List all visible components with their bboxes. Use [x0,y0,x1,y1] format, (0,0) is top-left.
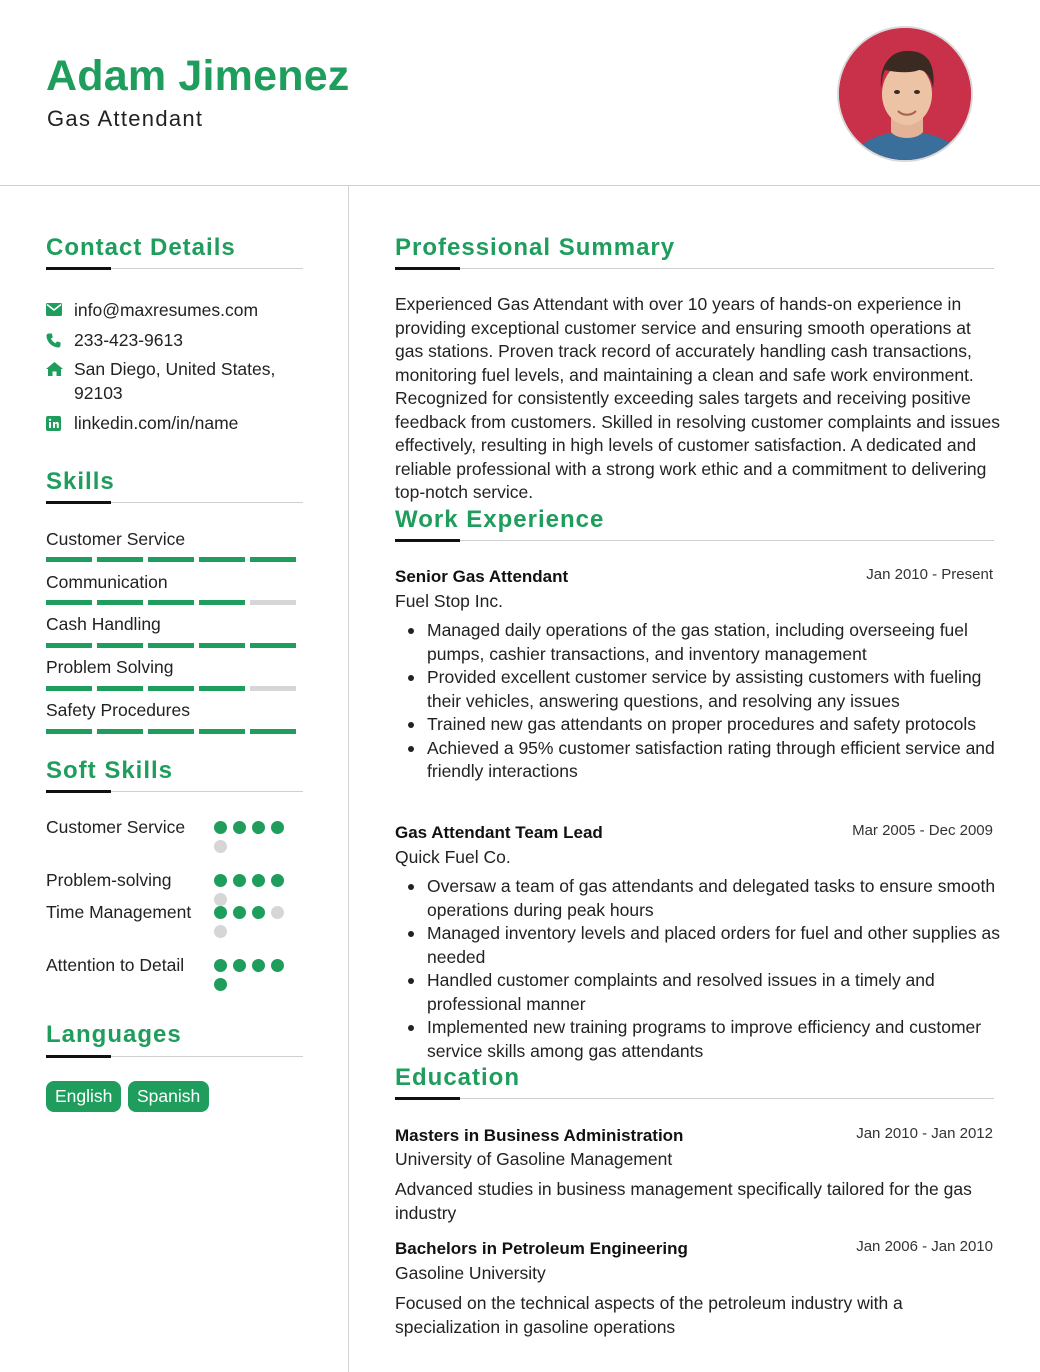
list-item: Trained new gas attendants on proper procedures and safety protocols [427,713,1002,737]
contact-heading-rule [46,268,303,269]
soft-skill-name: Problem-solving [46,870,172,890]
rating-segment [148,686,194,691]
rating-segment [271,874,284,887]
rating-segment [214,959,227,972]
experience-heading: Work Experience [395,506,605,533]
languages-heading: Languages [46,1021,182,1048]
column-divider [348,186,349,1372]
rating-segment [271,906,284,919]
list-item: Oversaw a team of gas attendants and delegated tasks to ensure smooth operations during peak hours [427,875,1002,922]
rating-segment [271,959,284,972]
phone-text: 233-423-9613 [74,330,183,350]
rating-segment [199,600,245,605]
skill-level-bar [46,729,296,734]
education-heading-rule [395,1098,994,1099]
list-item: Handled customer complaints and resolved issues in a timely and professional manner [427,969,1002,1016]
language-tag: English [46,1081,121,1112]
rating-segment [46,643,92,648]
language-tag: Spanish [128,1081,209,1112]
rating-segment [233,959,246,972]
rating-segment [46,729,92,734]
linkedin-text: linkedin.com/in/name [74,413,239,433]
candidate-role: Gas Attendant [47,106,204,131]
rating-segment [199,557,245,562]
job-dates: Jan 2010 - Present [866,566,993,583]
rating-segment [250,557,296,562]
soft-skill-dots [214,821,294,853]
profile-photo [837,26,973,162]
rating-segment [271,821,284,834]
skill-name: Customer Service [46,529,186,549]
experience-heading-rule [395,540,994,541]
skill-level-bar [46,643,296,648]
rating-segment [97,686,143,691]
rating-segment [214,874,227,887]
rating-segment [46,686,92,691]
contact-address [46,357,304,405]
email-text: info@maxresumes.com [74,300,259,320]
rating-segment [148,643,194,648]
rating-segment [250,729,296,734]
rating-segment [252,959,265,972]
skill-level-bar [46,600,296,605]
soft-skills-heading: Soft Skills [46,757,174,784]
rating-segment [97,729,143,734]
degree-dates: Jan 2010 - Jan 2012 [856,1125,993,1142]
list-item: Managed daily operations of the gas station, including overseeing fuel pumps, cashier transactions, and inventory management [427,619,1002,666]
rating-segment [199,643,245,648]
rating-segment [46,557,92,562]
skill-name: Safety Procedures [46,700,190,720]
soft-skill-dots [214,874,294,906]
phone-icon [46,328,74,352]
degree-title: Masters in Business Administration [395,1126,684,1145]
languages-heading-rule [46,1056,303,1057]
rating-segment [252,874,265,887]
skill-name: Communication [46,572,168,592]
address-text: San Diego, United States, 92103 [74,359,276,403]
skills-heading: Skills [46,468,115,495]
job-company: Quick Fuel Co. [395,847,511,867]
soft-skill-name: Attention to Detail [46,955,185,975]
rating-segment [148,557,194,562]
envelope-icon [46,298,74,322]
rating-segment [252,906,265,919]
skill-name: Problem Solving [46,657,174,677]
summary-heading: Professional Summary [395,234,676,261]
contact-email[interactable] [46,298,304,322]
rating-segment [214,840,227,853]
list-item: Achieved a 95% customer satisfaction rating through efficient service and friendly interactions [427,737,1002,784]
degree-description: Advanced studies in business management specifically tailored for the gas industry [395,1179,972,1223]
summary-text: Experienced Gas Attendant with over 10 years of hands-on experience in providing exceptional customer service and ensuring smooth operations at gas stations. Proven track record of accurately handling cash transactions, monitoring fuel levels, and maintaining a clean and safe work environment. Recognized for consistently exceeding sales targets and receiving positive feedback from customers. Skilled in resolving customer complaints and issues effectively, resulting in high levels of customer satisfaction. A dedicated and reliable professional with a strong work ethic and a commitment to delivering top-notch service. [395,294,1000,502]
resume-header [0,0,1040,186]
linkedin-icon [46,411,74,435]
rating-segment [252,821,265,834]
rating-segment [97,643,143,648]
rating-segment [233,874,246,887]
list-item: Managed inventory levels and placed orders for fuel and other supplies as needed [427,922,1002,969]
rating-segment [148,600,194,605]
education-heading: Education [395,1064,521,1091]
degree-description: Focused on the technical aspects of the petroleum industry with a specialization in gasoline operations [395,1293,903,1337]
rating-segment [214,925,227,938]
rating-segment [199,686,245,691]
skills-heading-rule [46,502,303,503]
school-name: Gasoline University [395,1263,546,1283]
rating-segment [233,906,246,919]
rating-segment [250,643,296,648]
job-dates: Mar 2005 - Dec 2009 [852,822,993,839]
rating-segment [250,686,296,691]
soft-skill-name: Time Management [46,902,192,922]
soft-skill-dots [214,959,294,991]
contact-heading: Contact Details [46,234,236,261]
skill-name: Cash Handling [46,614,161,634]
summary-heading-rule [395,268,994,269]
rating-segment [214,978,227,991]
contact-linkedin[interactable] [46,411,304,435]
rating-segment [97,600,143,605]
degree-title: Bachelors in Petroleum Engineering [395,1239,688,1258]
list-item: Provided excellent customer service by assisting customers with fueling their vehicles, answering questions, and resolving any issues [427,666,1002,713]
soft-skills-heading-rule [46,791,303,792]
job-title: Gas Attendant Team Lead [395,823,603,842]
school-name: University of Gasoline Management [395,1149,673,1169]
rating-segment [148,729,194,734]
degree-dates: Jan 2006 - Jan 2010 [856,1238,993,1255]
rating-segment [97,557,143,562]
rating-segment [214,893,227,906]
rating-segment [46,600,92,605]
rating-segment [199,729,245,734]
list-item: Implemented new training programs to improve efficiency and customer service skills among gas attendants [427,1016,1002,1063]
rating-segment [233,821,246,834]
contact-phone[interactable] [46,328,304,352]
candidate-name: Adam Jimenez [46,52,350,100]
job-company: Fuel Stop Inc. [395,591,503,611]
skill-level-bar [46,686,296,691]
rating-segment [214,906,227,919]
skill-level-bar [46,557,296,562]
home-icon [46,357,74,405]
job-title: Senior Gas Attendant [395,567,569,586]
job-bullets [427,619,1002,784]
soft-skill-name: Customer Service [46,817,186,837]
rating-segment [250,600,296,605]
soft-skill-dots [214,906,294,938]
rating-segment [214,821,227,834]
job-bullets [427,875,1002,1063]
